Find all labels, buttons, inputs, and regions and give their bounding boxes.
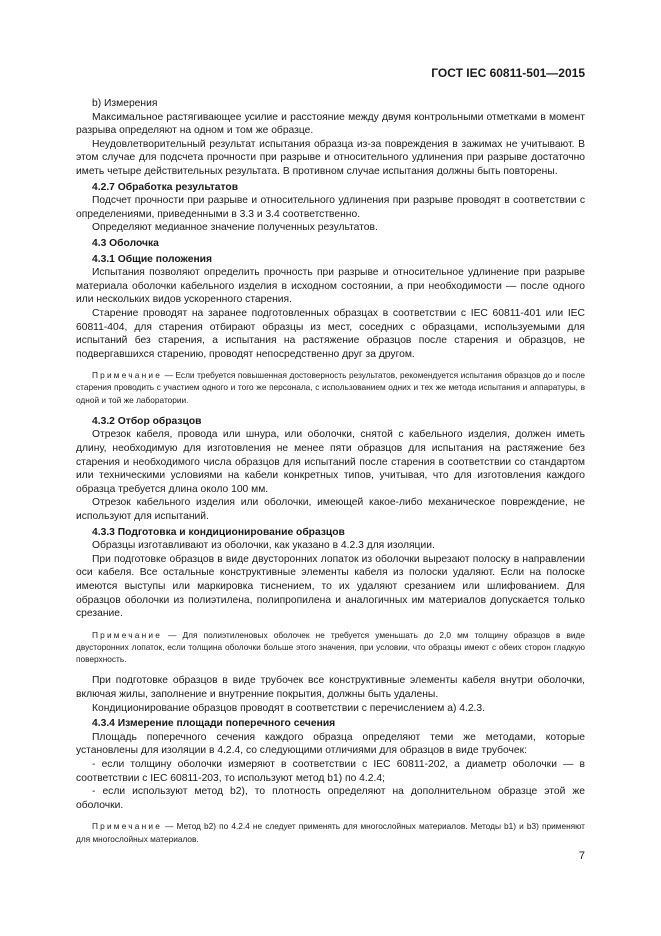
paragraph: Отрезок кабельного изделия или оболочки, имеющей какое-либо механическое повреждение, не используют для испытаний. (76, 497, 585, 523)
note-label: Примечание (92, 629, 163, 640)
paragraph: Старение проводят на заранее подготовленных образцах в соответствии с IEC 60811-401 или IEC 60811-404, для старения отбирают образцы из мест, соседних с образцами, используемыми для испытаний без старения, а испытания на растяжение образцов после старения и образцов, не подвергавшихся старению, проводят непосредственно друг за другом. (76, 307, 585, 360)
paragraph: Определяют медианное значение полученных результатов. (92, 222, 378, 234)
page-number: 7 (578, 850, 585, 862)
heading-4-2-7: 4.2.7 Обработка результатов (92, 181, 239, 193)
subsection-b-title: b) Измерения (92, 98, 158, 109)
note-2 (76, 629, 585, 666)
paragraph: Неудовлетворительный результат испытания образца из-за повреждения в зажимах не учитывают. В этом случае для подсчета прочности при разрыве и относительного удлинения при разрыве достаточно иметь четыре действительных результата. В противном случае испытания должны быть повторены. (76, 138, 585, 177)
heading-4-3: 4.3 Оболочка (92, 237, 159, 249)
note-label: Примечание (92, 370, 163, 381)
list-item: - если используют метод b2), то плотность определяют на дополнительном образце этой же оболочки. (76, 786, 585, 811)
list-item: - если толщину оболочки измеряют в соответствии с IEC 60811-202, а диаметр оболочки — в соответствии с IEC 60811-203, то используют метод b1) по 4.2.4; (76, 758, 585, 784)
heading-4-3-1: 4.3.1 Общие положения (92, 253, 212, 265)
paragraph: Образцы изготавливают из оболочки, как указано в 4.2.3 для изоляции. (92, 540, 435, 552)
note-3 (76, 820, 585, 844)
heading-4-3-3: 4.3.3 Подготовка и кондиционирование образцов (92, 526, 345, 538)
note-text: — Метод b2) по 4.2.4 не следует применять для многослойных материалов. Методы b1) и b3) применяют для многослойных материалов. (76, 821, 585, 844)
paragraph: Кондиционирование образцов проводят в соответствии с перечислением а) 4.2.3. (92, 702, 485, 714)
note-1 (76, 369, 585, 406)
paragraph: При подготовке образцов в виде двусторонних лопаток из оболочки вырезают полоску в направлении оси кабеля. Все остальные конструктивные элементы кабеля из полоски удаляют. Если на полоске имеются выступы или маркировка тиснением, то их удаляют срезанием или шлифованием. Для образцов оболочки из полиэтилена, полипропилена и аналогичных им материалов допускается только срезание. (76, 553, 585, 620)
heading-4-3-4: 4.3.4 Измерение площади поперечного сечения (92, 718, 336, 730)
paragraph: Площадь поперечного сечения каждого образца определяют теми же методами, которые установлены для изоляции в 4.2.4, со следующими отличиями для образцов в виде трубочек: (76, 731, 585, 757)
paragraph: Отрезок кабеля, провода или шнура, или оболочки, снятой с кабельного изделия, должен иметь длину, необходимую для изготовления не менее пяти образцов для испытания на растяжение без старения и необходимого числа образцов для испытаний после старения в соответствии со стандартом или техническими условиями на кабели конкретных типов, учитывая, что для изготовления каждого образца требуется длина около 100 мм. (76, 429, 585, 495)
heading-4-3-2: 4.3.2 Отбор образцов (92, 415, 202, 427)
paragraph: Максимальное растягивающее усилие и расстояние между двумя контрольными отметками в момент разрыва определяют на одном и том же образце. (76, 111, 585, 137)
paragraph: Подсчет прочности при разрыве и относительного удлинения при разрыве проводят в соответствии с определениями, приведенными в 3.3 и 3.4 соответственно. (76, 195, 585, 220)
note-text: — Для полиэтиленовых оболочек не требуется уменьшать до 2,0 мм толщину образцов в виде двусторонних лопаток, если толщина оболочки больше этого значения, при условии, что образцы имеют с обеих сторон гладкую поверхность. (76, 629, 585, 665)
paragraph: При подготовке образцов в виде трубочек все конструктивные элементы кабеля внутри оболочки, включая жилы, заполнение и внутренние покрытия, должны быть удалены. (76, 675, 585, 700)
note-label: Примечание (92, 821, 163, 832)
document-body (76, 97, 585, 854)
note-text: — Если требуется повышенная достоверность результатов, рекомендуется испытания образцов до и после старения проводить с участием одного и того же персонала, с использованием одних и тех же метода испытания и аппаратуры, в одной и той же лаборатории. (76, 370, 585, 405)
paragraph: Испытания позволяют определить прочность при разрыве и относительное удлинение при разрыве материала оболочки кабельного изделия в исходном состоянии, а при необходимости — после одного или нескольких видов ускоренного старения. (76, 267, 585, 306)
standard-header: ГОСТ IEC 60811-501—2015 (431, 66, 585, 80)
